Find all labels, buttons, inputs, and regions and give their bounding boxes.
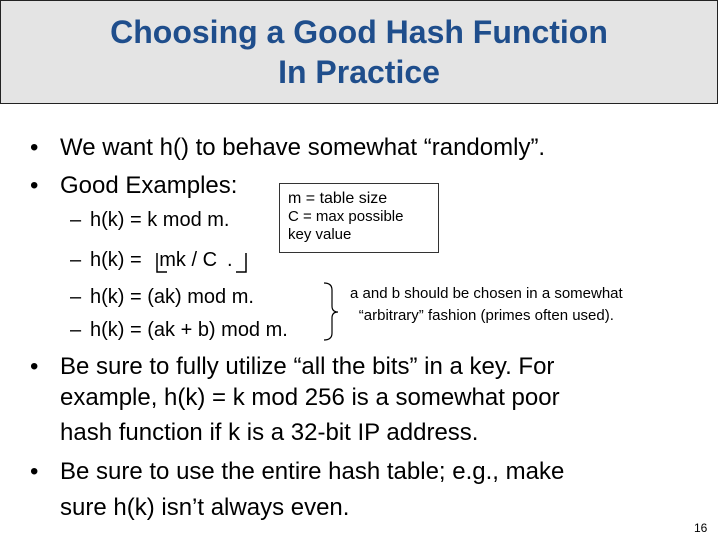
bullet-bits-1: Be sure to fully utilize “all the bits” in a key. For [60, 353, 555, 380]
example-floor-post: . [227, 249, 233, 271]
bullet-marker: • [30, 458, 39, 485]
dash-marker: – [70, 209, 82, 231]
bullet-marker: • [30, 134, 39, 161]
example-ak: h(k) = (ak) mod m. [90, 286, 254, 308]
def-c: C = max possible [288, 208, 404, 225]
slide-number: 16 [694, 521, 708, 535]
slide-title-line-1: Choosing a Good Hash Function [110, 14, 608, 50]
bullet-marker: • [30, 353, 39, 380]
slide-title-line-2: In Practice [278, 54, 440, 90]
bullet-marker: • [30, 172, 39, 199]
bullet-table-1: Be sure to use the entire hash table; e.g., make [60, 458, 565, 485]
floor-bracket-right [236, 253, 246, 272]
curly-brace-right [324, 283, 338, 340]
floor-bracket-left [157, 253, 167, 272]
example-floor-pre: h(k) = [90, 249, 148, 271]
bullet-table-2: sure h(k) isn’t always even. [60, 494, 350, 521]
dash-marker: – [70, 319, 82, 341]
def-m: m = table size [288, 190, 388, 207]
dash-marker: – [70, 286, 82, 308]
ab-note [350, 283, 623, 327]
bullet-good-examples: Good Examples: [60, 172, 238, 199]
bullet-bits-2: example, h(k) = k mod 256 is a somewhat poor [60, 384, 560, 411]
example-akb: h(k) = (ak + b) mod m. [90, 319, 288, 341]
dash-marker: – [70, 249, 82, 271]
example-mod: h(k) = k mod m. [90, 209, 230, 231]
ab-note-line-2: “arbitrary” fashion (primes often used). [358, 307, 614, 324]
example-floor-expr: mk / C [159, 249, 218, 271]
def-c-cont: key value [288, 226, 352, 243]
bullet-bits-3: hash function if k is a 32-bit IP address. [60, 419, 479, 446]
bullet-random: We want h() to behave somewhat “randomly”. [60, 134, 546, 161]
ab-note-line-1: a and b should be chosen in a somewhat [350, 285, 623, 302]
